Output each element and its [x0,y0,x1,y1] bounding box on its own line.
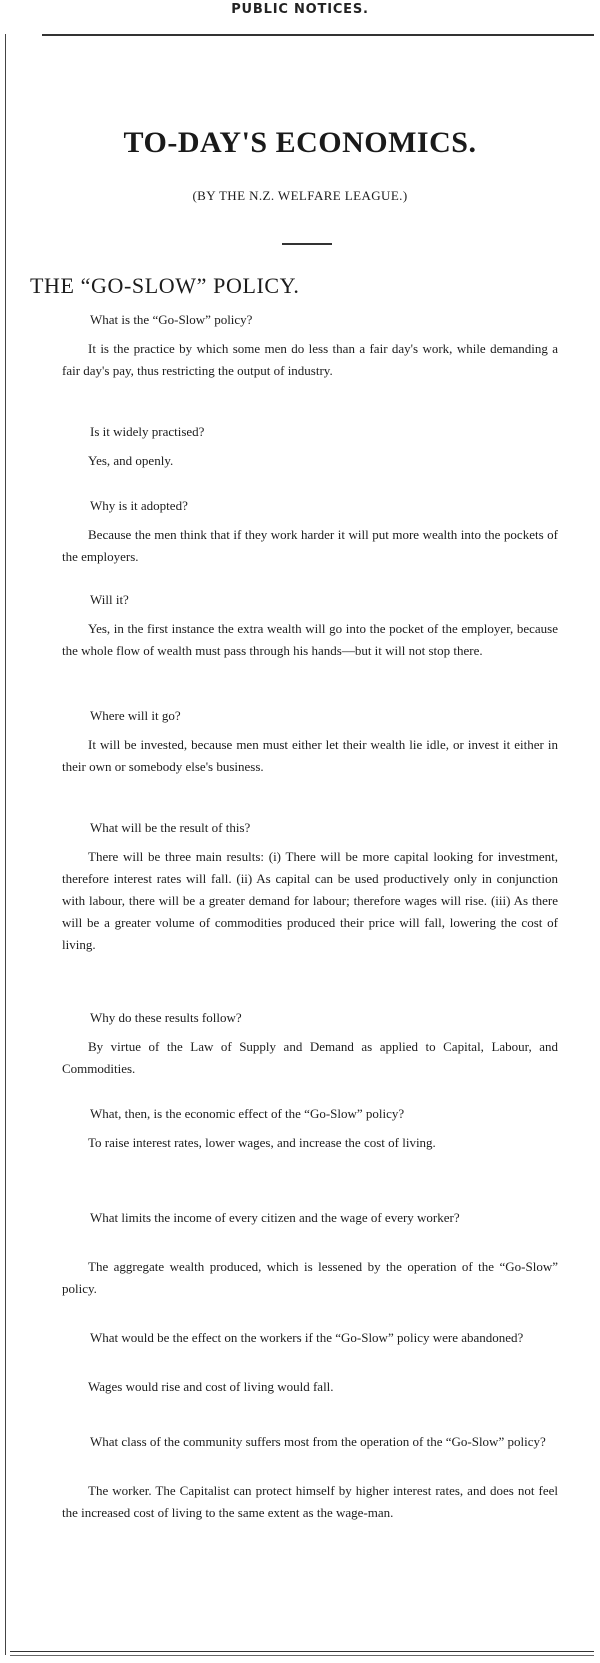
question-7: Why do these results follow? [90,1010,242,1025]
question-10: What would be the effect on the workers if the “Go-Slow” policy were abandoned? [90,1330,524,1345]
question-3: Why is it adopted? [90,498,188,513]
answer-4: Yes, in the first instance the extra wealth will go into the pocket of the employer, because the whole flow of wealth must pass through his hands—but it will not stop there. [62,621,558,658]
question-4: Will it? [90,592,129,607]
column-border [5,34,6,1655]
title-divider [282,243,332,245]
question-6: What will be the result of this? [90,820,251,835]
section-header: PUBLIC NOTICES. [231,2,369,17]
answer-10: Wages would rise and cost of living would fall. [88,1379,334,1394]
header-rule [42,34,594,36]
answer-11: The worker. The Capitalist can protect himself by higher interest rates, and does not feel the increased cost of living to the same extent as the wage-man. [62,1483,558,1520]
answer-6: There will be three main results: (i) There will be more capital looking for investment, therefore interest rates will fall. (ii) As capital can be used productively only in conjunction with labour, there will be a greater demand for labour; therefore wages will rise. (iii) As there will be a greater volume of commodities produced their price will fall, lowering the cost of living. [62,849,558,952]
article-subtitle: THE “GO-SLOW” POLICY. [30,273,300,298]
question-9: What limits the income of every citizen and the wage of every worker? [90,1210,460,1225]
answer-7: By virtue of the Law of Supply and Demand as applied to Capital, Labour, and Commodities. [62,1039,558,1076]
answer-5: It will be invested, because men must either let their wealth lie idle, or invest it either in their own or somebody else's business. [62,737,558,774]
answer-3: Because the men think that if they work harder it will put more wealth into the pockets of the employers. [62,527,558,564]
question-8: What, then, is the economic effect of the “Go-Slow” policy? [90,1106,405,1121]
answer-2: Yes, and openly. [88,453,174,468]
question-2: Is it widely practised? [90,424,205,439]
answer-9: The aggregate wealth produced, which is lessened by the operation of the “Go-Slow” policy. [62,1259,558,1296]
question-11: What class of the community suffers most from the operation of the “Go-Slow” policy? [90,1434,546,1449]
question-5: Where will it go? [90,708,181,723]
answer-8: To raise interest rates, lower wages, and increase the cost of living. [88,1135,436,1150]
answer-1: It is the practice by which some men do less than a fair day's work, while demanding a fair day's pay, thus restricting the output of industry. [62,341,558,378]
article-byline: (BY THE N.Z. WELFARE LEAGUE.) [192,188,408,203]
question-1: What is the “Go-Slow” policy? [90,312,253,327]
footer-rule [10,1651,594,1656]
article-title: TO-DAY'S ECONOMICS. [123,126,477,159]
